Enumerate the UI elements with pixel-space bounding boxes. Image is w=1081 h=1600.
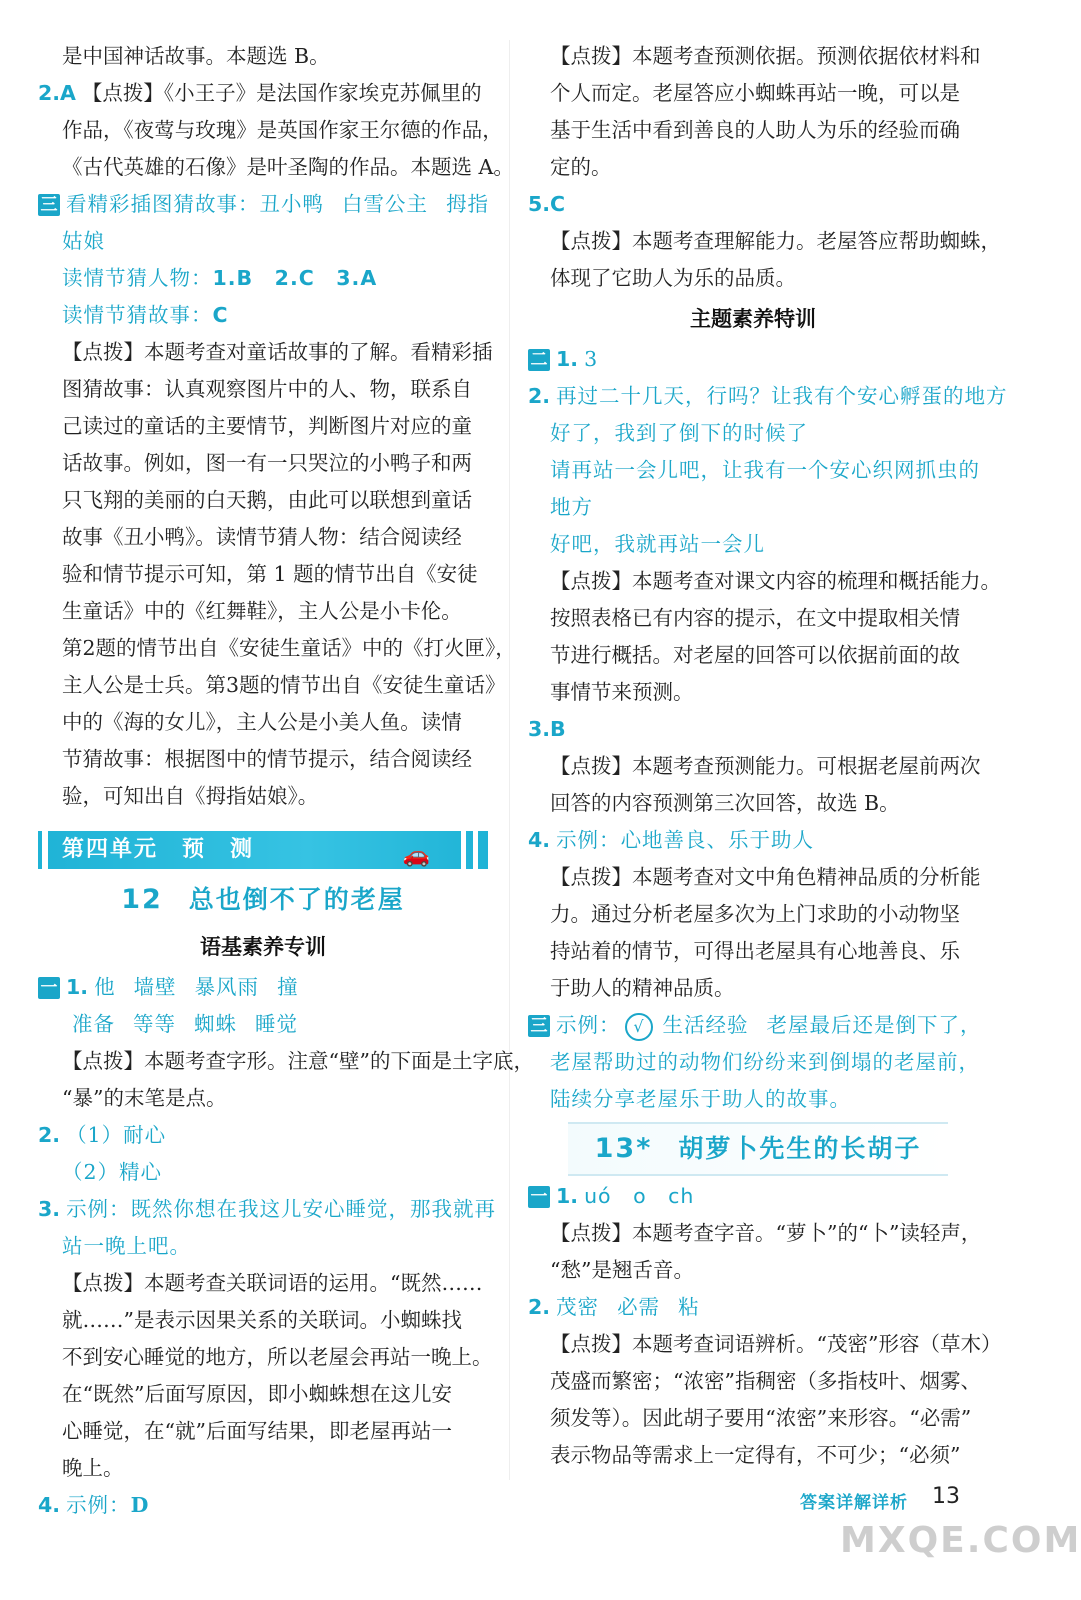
answer: 好吧，我就再站一会儿	[550, 532, 765, 556]
hint-text: 【点拨】本题考查对课文内容的梳理和概括能力。	[550, 569, 1001, 593]
hint-text: 【点拨】本题考查理解能力。老屋答应帮助蜘蛛，	[550, 229, 1001, 253]
answer: 心地善良、乐于助人	[620, 828, 815, 852]
hint-text: 事情节来预测。	[550, 680, 694, 704]
answer: 好了，我到了倒下的时候了	[550, 421, 808, 445]
hint-text: 就……”是表示因果关系的关联词。小蜘蛛找	[62, 1308, 462, 1332]
answer-label: 看精彩插图猜故事：	[66, 192, 260, 216]
hint-text: 表示物品等需求上一定得有，不可少；“必须”	[550, 1443, 961, 1467]
hint-text: 话故事。例如，图一有一只哭泣的小鸭子和两	[62, 451, 472, 475]
watermark-logo: MXQE.COM	[840, 1520, 1081, 1561]
answer: 暴风雨	[194, 975, 260, 999]
hint-text: 个人而定。老屋答应小蜘蛛再站一晚，可以是	[550, 81, 960, 105]
lesson-name: 总也倒不了的老屋	[188, 885, 405, 914]
answer: 蜘蛛	[194, 1012, 237, 1036]
text-line: 作品，《夜莺与玫瑰》是英国作家王尔德的作品，	[62, 118, 503, 142]
example-label: 示例：	[66, 1493, 131, 1517]
checkmark-circle-icon: √	[625, 1013, 653, 1041]
hint-text: 图猜故事：认真观察图片中的人、物，联系自	[62, 377, 472, 401]
hint-text: 持站着的情节，可得出老屋具有心地善良、乐	[550, 939, 960, 963]
answer: 地方	[550, 495, 593, 519]
section-box: 三	[528, 1015, 550, 1037]
hint-text: 茂盛而繁密；“浓密”指稠密（多指枝叶、烟雾、	[550, 1369, 981, 1393]
answer: 拇指	[446, 192, 489, 216]
hint-text: 生童话》中的《红舞鞋》，主人公是小卡伦。	[62, 599, 462, 623]
car-icon: 🚗	[402, 843, 432, 868]
section-box: 一	[528, 1186, 550, 1208]
answer: 姑娘	[62, 229, 105, 253]
question-number: 1.	[556, 347, 579, 371]
example-label: 示例：	[556, 828, 621, 852]
answer: D	[130, 1493, 150, 1517]
hint-text: 【点拨】本题考查对文中角色精神品质的分析能	[550, 865, 981, 889]
hint-text: 须发等）。因此胡子要用“浓密”来形容。“必需”	[550, 1406, 972, 1430]
question-number: 5.C	[528, 192, 566, 216]
answer: 生活经验	[662, 1013, 749, 1037]
answer-line	[528, 1289, 978, 1326]
hint-text: 【点拨】本题考查预测依据。预测依据依材料和	[550, 44, 981, 68]
example-label: 示例：	[66, 1197, 131, 1221]
hint-text: “暴”的末笔是点。	[62, 1086, 227, 1110]
section-heading: 语基素养专训	[200, 935, 326, 959]
hint-text: 故事《丑小鸭》。读情节猜人物：结合阅读经	[62, 525, 462, 549]
answer: 准备	[72, 1012, 115, 1036]
hint-text: 不到安心睡觉的地方，所以老屋会再站一晚上。	[62, 1345, 493, 1369]
answer: 墙壁	[133, 975, 177, 999]
column-divider	[509, 40, 510, 1480]
footer-label: 答案详解详析	[800, 1493, 908, 1513]
answer: 粘	[678, 1295, 700, 1319]
answer-line	[38, 1117, 488, 1154]
answer-line	[528, 341, 978, 378]
text-line: 《古代英雄的石像》是叶圣陶的作品。本题选 A。	[62, 155, 514, 179]
hint-text: 心睡觉，在“就”后面写结果，即老屋再站一	[62, 1419, 452, 1443]
answer: 必需	[617, 1295, 661, 1319]
hint-text: 力。通过分析老屋多次为上门求助的小动物坚	[550, 902, 960, 926]
hint-text: 验和情节提示可知，第 1 题的情节出自《安徒	[62, 562, 478, 586]
hint-text: 己读过的童话的主要情节，判断图片对应的童	[62, 414, 472, 438]
answer-line	[528, 378, 1008, 415]
answer: 撞	[277, 975, 299, 999]
hint-text: 【点拨】本题考查关联词语的运用。“既然……	[62, 1271, 483, 1295]
text-line: 是中国神话故事。本题选 B。	[62, 44, 330, 68]
answer-line	[528, 1007, 982, 1044]
answer: 陆续分享老屋乐于助人的故事。	[550, 1087, 851, 1111]
hint-text: 验，可知出自《拇指姑娘》。	[62, 784, 319, 808]
lesson-title	[38, 875, 488, 925]
answer: 茂密	[556, 1295, 600, 1319]
answer: 既然你想在我这儿安心睡觉，那我就再	[130, 1197, 497, 1221]
answer-line	[38, 260, 488, 297]
left-column	[38, 38, 534, 1524]
answer: 1.B 2.C 3.A	[212, 266, 378, 290]
question-number: 4.	[528, 828, 551, 852]
answer: 老屋帮助过的动物们纷纷来到倒塌的老屋前，	[550, 1050, 980, 1074]
answer: 丑小鸭	[259, 192, 324, 216]
hint-text: 晚上。	[62, 1456, 124, 1480]
hint-text: 按照表格已有内容的提示，在文中提取相关情	[550, 606, 960, 630]
hint-text: 【点拨】本题考查字音。“萝卜”的“卜”读轻声，	[550, 1221, 982, 1245]
question-number: 3.	[38, 1197, 61, 1221]
answer-line	[38, 969, 488, 1006]
hint-text: 第2题的情节出自《安徒生童话》中的《打火匣》，	[62, 636, 516, 660]
hint-text: 体现了它助人为乐的品质。	[550, 266, 796, 290]
section-heading: 主题素养特训	[690, 307, 816, 331]
answer: 请再站一会儿吧，让我有一个安心织网抓虫的	[550, 458, 980, 482]
lesson-title	[568, 1122, 948, 1176]
question-2	[38, 75, 488, 112]
unit-title: 第四单元 预 测	[62, 837, 255, 862]
hint-text: “愁”是翘舌音。	[550, 1258, 694, 1282]
lesson-name: 胡萝卜先生的长胡子	[678, 1134, 922, 1163]
right-column	[528, 38, 1008, 1474]
answer-line	[528, 186, 978, 223]
question-number: 2.A	[38, 81, 76, 105]
answer: 再过二十几天，行吗？让我有个安心孵蛋的地方	[556, 384, 1008, 408]
section-box: 一	[38, 977, 60, 999]
question-number: 2.	[38, 1123, 61, 1147]
answer: 他	[94, 975, 116, 999]
lesson-number: 12	[121, 884, 163, 915]
answer-line	[528, 822, 978, 859]
answer: C	[212, 303, 229, 327]
hint-text: 回答的内容预测第三次回答，故选 B。	[550, 791, 900, 815]
hint-text: 基于生活中看到善良的人助人为乐的经验而确	[550, 118, 960, 142]
question-number: 1.	[66, 975, 89, 999]
question-number: 2.	[528, 1295, 551, 1319]
hint-text: 只飞翔的美丽的白天鹅，由此可以联想到童话	[62, 488, 472, 512]
page-number: 13	[932, 1484, 960, 1509]
answer: 老屋最后还是倒下了，	[766, 1013, 982, 1037]
answer-line	[38, 1006, 488, 1043]
hint-text: 【点拨】《小王子》是法国作家埃克苏佩里的	[81, 81, 482, 105]
answer-label: 读情节猜人物：	[62, 266, 213, 290]
hint-text: 于助人的精神品质。	[550, 976, 735, 1000]
question-number: 3.B	[528, 717, 566, 741]
question-number: 1.	[556, 1184, 579, 1208]
hint-text: 定的。	[550, 155, 612, 179]
section-box: 二	[528, 349, 550, 371]
hint-text: 节猜故事：根据图中的情节提示，结合阅读经	[62, 747, 472, 771]
answer: 3	[584, 347, 599, 371]
answer-line	[38, 1191, 497, 1228]
answer-line	[38, 1487, 488, 1524]
section-box: 三	[38, 194, 60, 216]
hint-text: 【点拨】本题考查字形。注意“壁”的下面是土字底，	[62, 1049, 534, 1073]
lesson-number: 13*	[594, 1133, 653, 1164]
example-label: 示例：	[556, 1013, 621, 1037]
answer-label: 读情节猜故事：	[62, 303, 213, 327]
answer-line	[528, 1178, 978, 1215]
section-3-answers	[38, 186, 488, 223]
hint-text: 【点拨】本题考查预测能力。可根据老屋前两次	[550, 754, 981, 778]
answer: 白雪公主	[342, 192, 428, 216]
answer: uó o ch	[584, 1184, 695, 1208]
unit-banner	[38, 831, 488, 869]
answer: 睡觉	[255, 1012, 298, 1036]
hint-text: 在“既然”后面写原因，即小蜘蛛想在这儿安	[62, 1382, 452, 1406]
hint-text: 中的《海的女儿》，主人公是小美人鱼。读情	[62, 710, 462, 734]
hint-text: 【点拨】本题考查词语辨析。“茂密”形容（草木）	[550, 1332, 1002, 1356]
question-number: 2.	[528, 384, 551, 408]
question-number: 4.	[38, 1493, 61, 1517]
hint-text: 节进行概括。对老屋的回答可以依据前面的故	[550, 643, 960, 667]
answer-line	[38, 297, 488, 334]
answer: 站一晚上吧。	[62, 1234, 191, 1258]
hint-text: 主人公是士兵。第3题的情节出自《安徒生童话》	[62, 673, 506, 697]
hint-text: 【点拨】本题考查对童话故事的了解。看精彩插	[62, 340, 493, 364]
answer: （1）耐心	[66, 1123, 167, 1147]
answer: 等等	[133, 1012, 176, 1036]
answer-line	[528, 711, 978, 748]
answer: （2）精心	[62, 1160, 163, 1184]
